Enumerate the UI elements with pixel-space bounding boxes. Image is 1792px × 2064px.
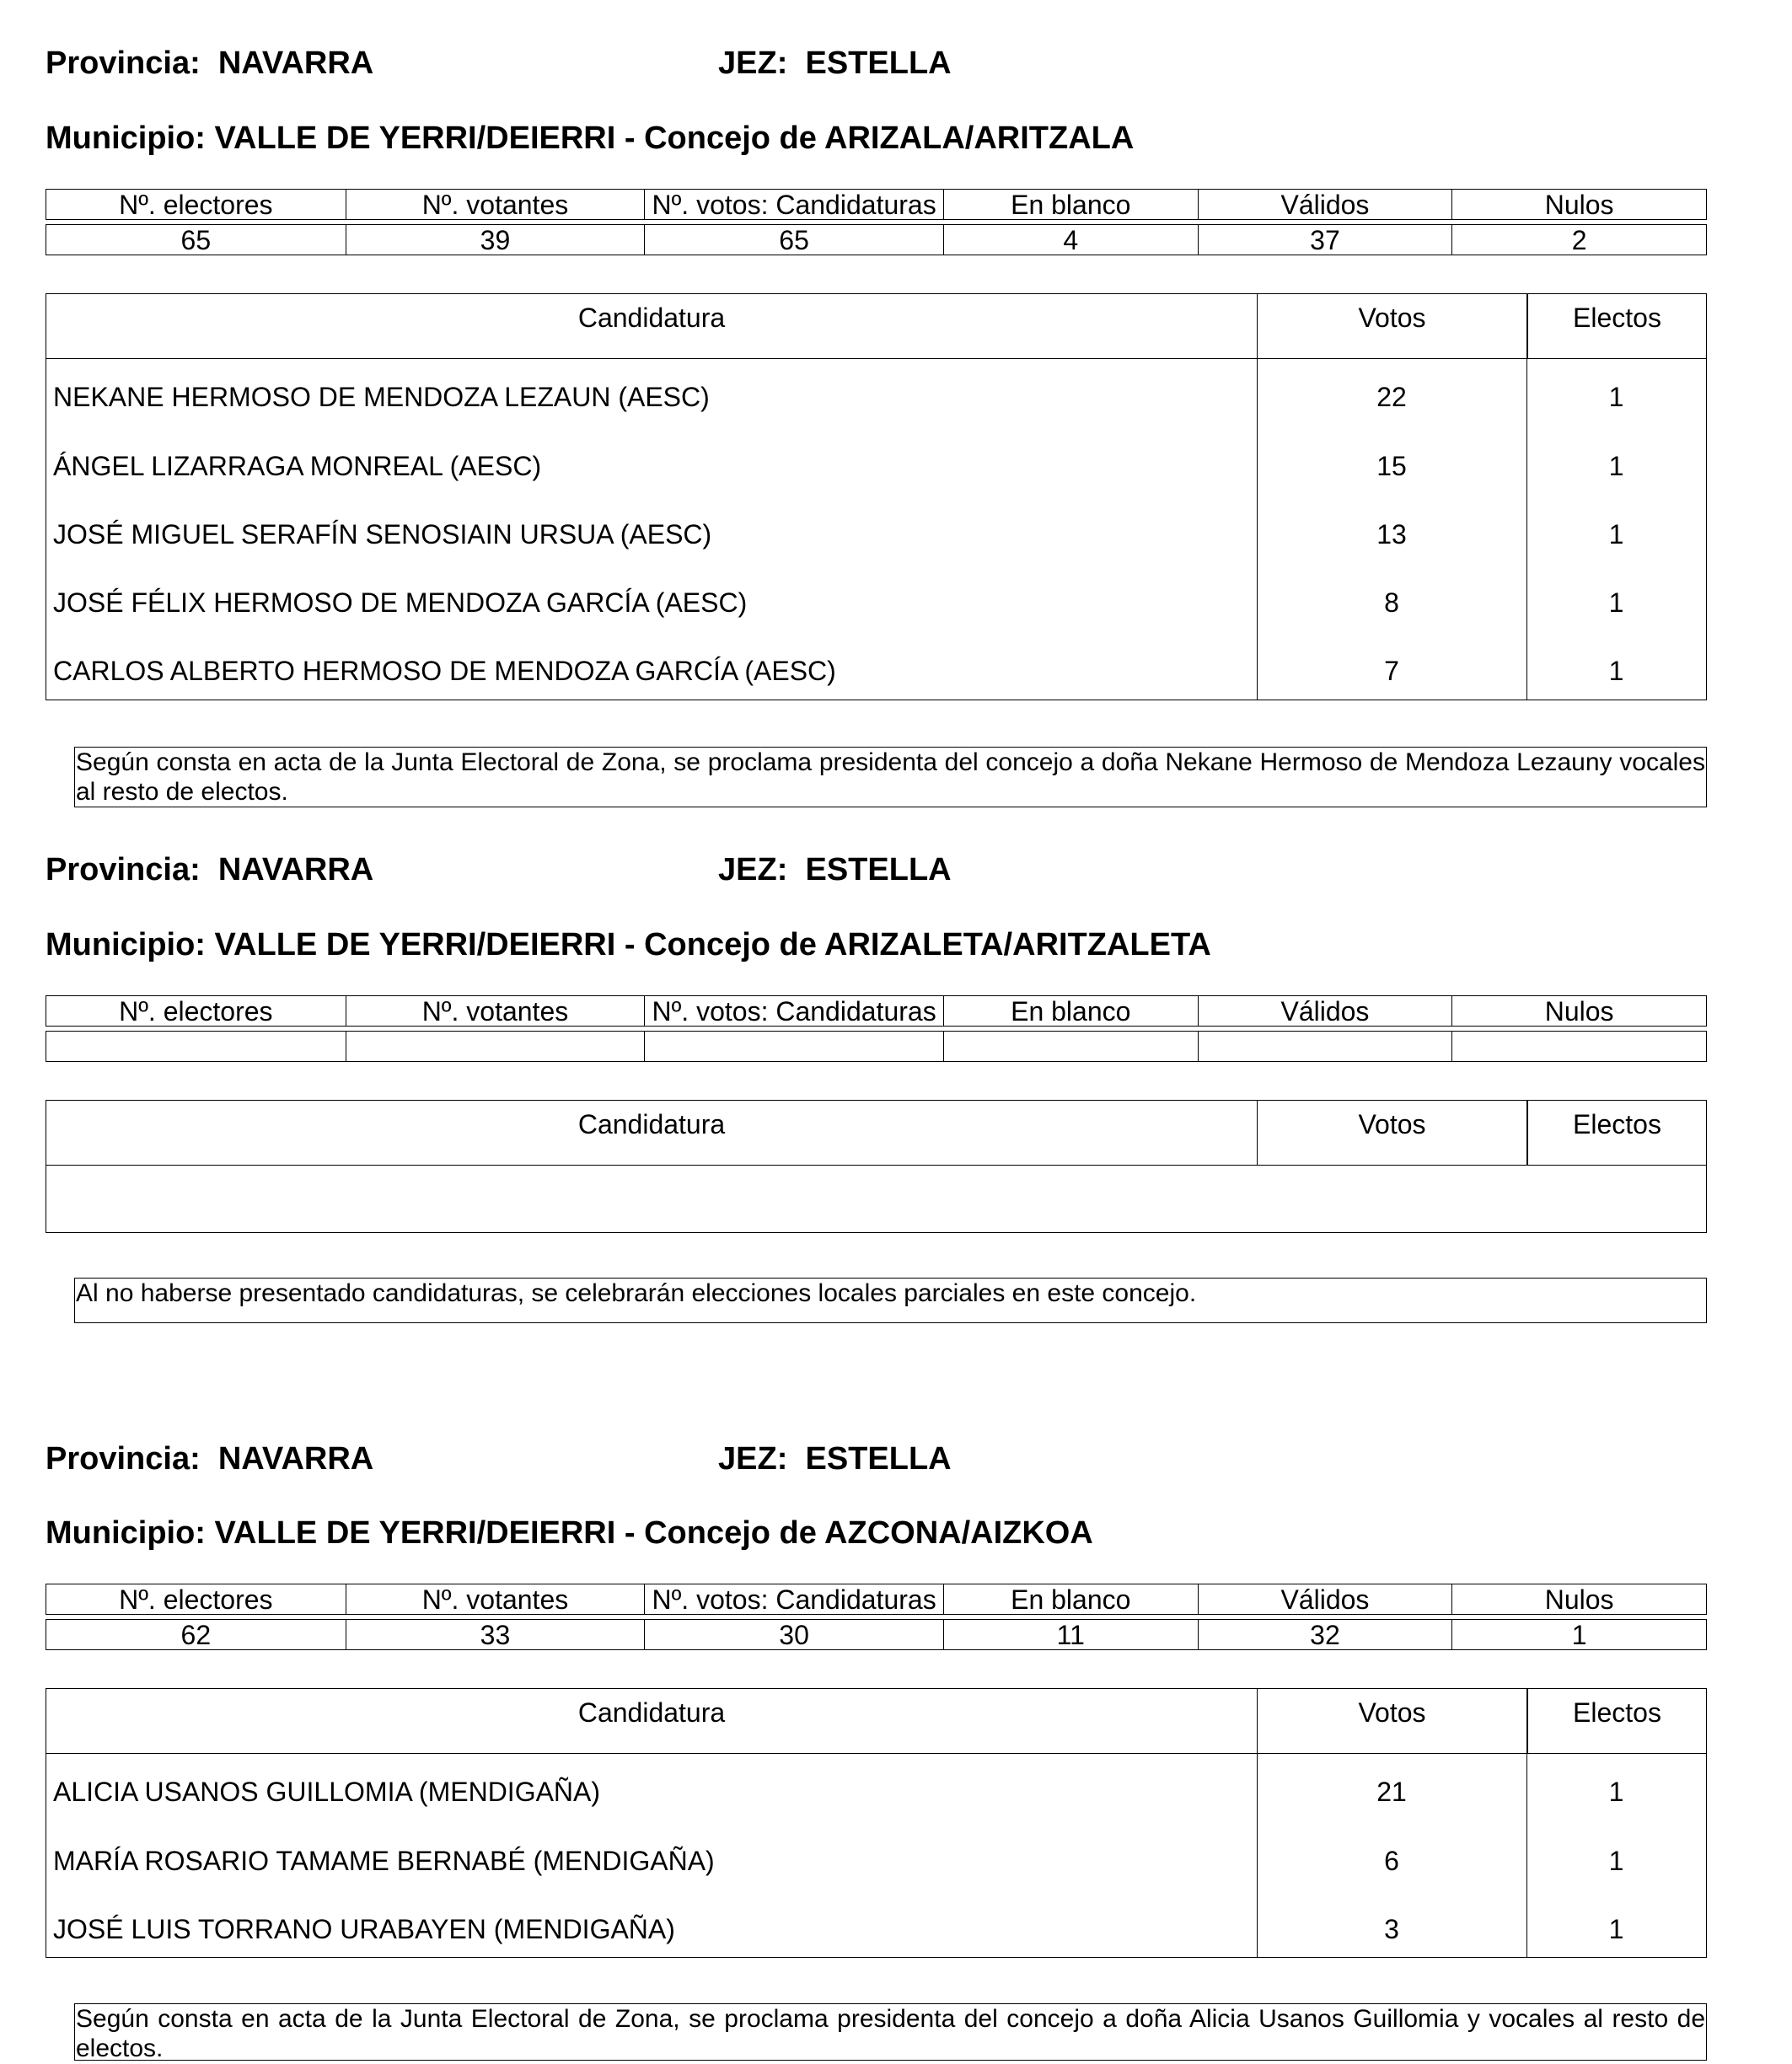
municipio-value: VALLE DE YERRI/DEIERRI - Concejo de ARIZALA/ARITZALA: [214, 121, 1135, 156]
stats-header-validos: Válidos: [1198, 190, 1452, 219]
stats-electores: [46, 1032, 346, 1061]
stats-header-electores: Nº. electores: [119, 996, 273, 1026]
candidate-row: [46, 432, 1706, 501]
candidate-votos: 22: [1376, 382, 1407, 412]
jez-label: JEZ: ESTELLA: [718, 46, 952, 81]
stats-header-row: [46, 995, 1707, 1027]
stats-votantes: 39: [346, 225, 645, 255]
provincia-value: NAVARRA: [217, 852, 374, 887]
stats-header-row: [46, 1584, 1707, 1615]
stats-header-nulos: Nulos: [1451, 1584, 1706, 1614]
candidate-votos: 6: [1384, 1846, 1399, 1876]
candidates-header: [46, 294, 1706, 359]
stats-value-row: [46, 1031, 1707, 1062]
municipio-heading: Municipio: VALLE DE YERRI/DEIERRI - Concejo de AZCONA/AIZKOA: [46, 1515, 1093, 1551]
stats-en-blanco: 11: [943, 1620, 1198, 1649]
stats-header-validos: Válidos: [1198, 996, 1452, 1026]
stats-validos: 37: [1198, 225, 1452, 255]
stats-en-blanco: [943, 1032, 1198, 1061]
provincia-label: Provincia: NAVARRA: [46, 1441, 374, 1477]
votos-header: Votos: [1257, 1101, 1526, 1165]
candidate-electos: 1: [1608, 451, 1624, 481]
candidatura-header: Candidatura: [577, 303, 726, 333]
stats-header-en-blanco: En blanco: [943, 996, 1198, 1026]
candidates-table: [46, 1688, 1707, 1958]
candidate-votos: 15: [1376, 451, 1407, 481]
stats-votos-candidaturas: 30: [644, 1620, 943, 1649]
stats-header-row: [46, 189, 1707, 220]
stats-votos-candidaturas: 65: [644, 225, 943, 255]
candidate-name: JOSÉ MIGUEL SERAFÍN SENOSIAIN URSUA (AESC): [53, 519, 712, 550]
stats-votantes: [346, 1032, 645, 1061]
electos-header: Electos: [1526, 1689, 1706, 1753]
candidate-votos: 21: [1376, 1777, 1407, 1807]
candidate-row: [46, 1895, 1706, 1964]
municipio-value: VALLE DE YERRI/DEIERRI - Concejo de ARIZALETA/ARITZALETA: [214, 927, 1211, 962]
candidate-name: ÁNGEL LIZARRAGA MONREAL (AESC): [53, 451, 542, 481]
provincia-label: Provincia: NAVARRA: [46, 46, 374, 81]
candidate-row: [46, 1827, 1706, 1895]
stats-header-votos-candidaturas: Nº. votos: Candidaturas: [644, 996, 943, 1026]
stats-nulos: [1451, 1032, 1706, 1061]
candidate-electos: 1: [1608, 1846, 1624, 1876]
stats-en-blanco: 4: [943, 225, 1198, 255]
candidate-row: [46, 363, 1706, 432]
stats-value-row: [46, 1619, 1707, 1650]
stats-header-votantes: Nº. votantes: [346, 1584, 645, 1614]
candidate-row: [46, 501, 1706, 569]
electos-header: Electos: [1526, 294, 1706, 358]
stats-header-nulos: Nulos: [1451, 996, 1706, 1026]
municipio-heading: Municipio: VALLE DE YERRI/DEIERRI - Concejo de ARIZALA/ARITZALA: [46, 121, 1135, 156]
candidate-name: NEKANE HERMOSO DE MENDOZA LEZAUN (AESC): [53, 382, 710, 412]
stats-header-votos-candidaturas: Nº. votos: Candidaturas: [644, 1584, 943, 1614]
stats-validos: [1198, 1032, 1452, 1061]
jez-value: ESTELLA: [805, 852, 952, 887]
jez-label: JEZ: ESTELLA: [718, 852, 952, 887]
candidates-header: [46, 1689, 1706, 1754]
candidate-votos: 3: [1384, 1914, 1399, 1944]
candidates-table: [46, 293, 1707, 700]
stats-value-row: [46, 224, 1707, 255]
provincia-label: Provincia: NAVARRA: [46, 852, 374, 887]
proclamation-note: Según consta en acta de la Junta Electoral de Zona, se proclama presidenta del concejo a doña Nekane Hermoso de Mendoza Lezauny vocales al resto de electos.: [76, 748, 1705, 806]
proclamation-note: Al no haberse presentado candidaturas, se celebrarán elecciones locales parciales en este concejo.: [74, 1278, 1707, 1323]
candidate-votos: 8: [1384, 587, 1399, 618]
stats-header-en-blanco: En blanco: [943, 190, 1198, 219]
candidate-row: [46, 1758, 1706, 1826]
candidate-name: JOSÉ FÉLIX HERMOSO DE MENDOZA GARCÍA (AESC): [53, 587, 748, 618]
candidate-electos: 1: [1608, 587, 1624, 618]
candidate-electos: 1: [1608, 382, 1624, 412]
candidate-name: CARLOS ALBERTO HERMOSO DE MENDOZA GARCÍA (AESC): [53, 656, 836, 686]
stats-electores: 65: [180, 225, 212, 255]
municipio-heading: Municipio: VALLE DE YERRI/DEIERRI - Concejo de ARIZALETA/ARITZALETA: [46, 927, 1211, 962]
stats-validos: 32: [1198, 1620, 1452, 1649]
jez-label: JEZ: ESTELLA: [718, 1441, 952, 1477]
stats-votantes: 33: [346, 1620, 645, 1649]
candidate-name: ALICIA USANOS GUILLOMIA (MENDIGAÑA): [53, 1777, 601, 1807]
candidate-electos: 1: [1608, 1914, 1624, 1944]
provincia-value: NAVARRA: [217, 46, 374, 81]
candidate-electos: 1: [1608, 1777, 1624, 1807]
candidates-table: [46, 1100, 1707, 1233]
stats-header-validos: Válidos: [1198, 1584, 1452, 1614]
candidate-votos: 7: [1384, 656, 1399, 686]
stats-header-electores: Nº. electores: [119, 1584, 273, 1614]
stats-header-electores: Nº. electores: [119, 190, 273, 219]
candidate-votos: 13: [1376, 519, 1407, 550]
candidate-electos: 1: [1608, 519, 1624, 550]
stats-header-en-blanco: En blanco: [943, 1584, 1198, 1614]
stats-header-votos-candidaturas: Nº. votos: Candidaturas: [644, 190, 943, 219]
candidatura-header: Candidatura: [577, 1109, 726, 1139]
jez-value: ESTELLA: [805, 46, 952, 81]
candidates-header: [46, 1101, 1706, 1166]
candidate-name: MARÍA ROSARIO TAMAME BERNABÉ (MENDIGAÑA): [53, 1846, 715, 1876]
stats-electores: 62: [180, 1620, 212, 1649]
municipio-value: VALLE DE YERRI/DEIERRI - Concejo de AZCONA/AIZKOA: [214, 1515, 1093, 1551]
candidate-row: [46, 637, 1706, 705]
candidate-row: [46, 569, 1706, 637]
provincia-value: NAVARRA: [217, 1441, 374, 1477]
stats-header-nulos: Nulos: [1451, 190, 1706, 219]
stats-votos-candidaturas: [644, 1032, 943, 1061]
candidate-electos: 1: [1608, 656, 1624, 686]
stats-header-votantes: Nº. votantes: [346, 190, 645, 219]
proclamation-note: Según consta en acta de la Junta Electoral de Zona, se proclama presidenta del concejo a doña Alicia Usanos Guillomia y vocales al resto de electos.: [76, 2005, 1705, 2062]
candidatura-header: Candidatura: [577, 1697, 726, 1728]
votos-header: Votos: [1257, 1689, 1526, 1753]
stats-nulos: 2: [1451, 225, 1706, 255]
votos-header: Votos: [1257, 294, 1526, 358]
stats-header-votantes: Nº. votantes: [346, 996, 645, 1026]
stats-nulos: 1: [1451, 1620, 1706, 1649]
candidate-name: JOSÉ LUIS TORRANO URABAYEN (MENDIGAÑA): [53, 1914, 675, 1944]
electos-header: Electos: [1526, 1101, 1706, 1165]
jez-value: ESTELLA: [805, 1441, 952, 1477]
